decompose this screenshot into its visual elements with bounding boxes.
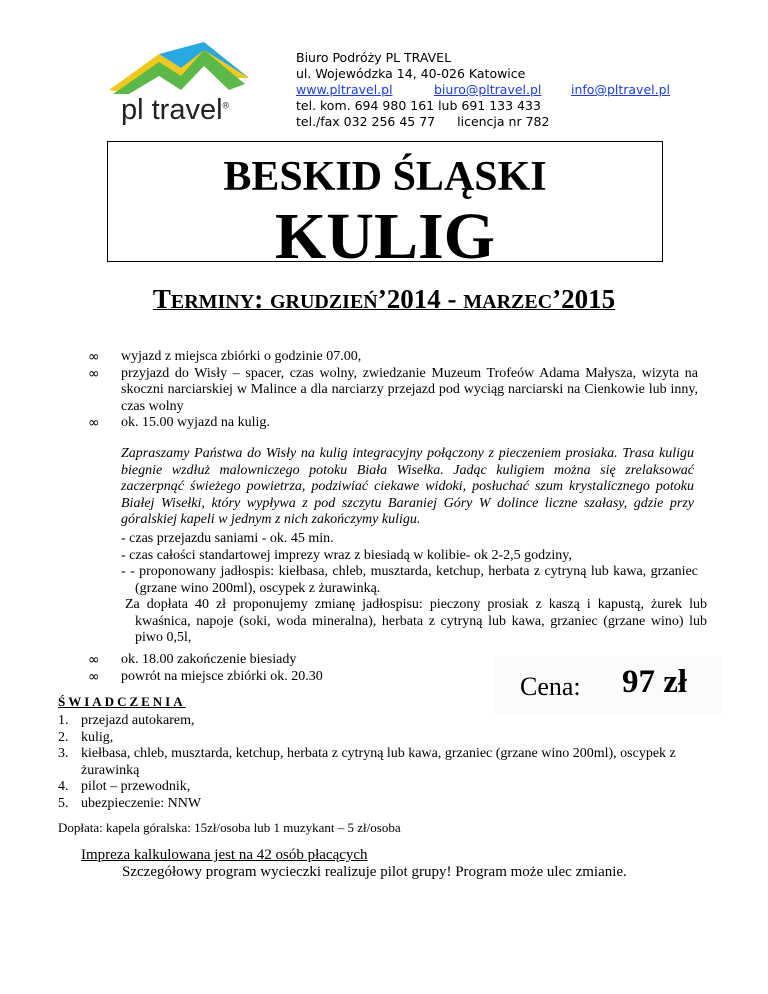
company-header [296, 50, 686, 130]
invitation-paragraph: Zapraszamy Państwa do Wisły na kulig integracyjny połączony z pieczeniem prosiaka. Trasa kuligu biegnie wzdłuż malowniczego potoku Biała Wisełka. Jadąc kuligiem można się zrelaksować zaczerpnąć świeżego powietrza, podziwiać ciekawe widoki, posłuchać szum krystalicznego potoku Białej Wisełki, który wypływa z pod szczytu Baraniej Góry W dolince liczne szałasy, gdzie przy góralskiej kapeli w jednym z nich zakończymy kuligu. [121, 446, 694, 527]
title-box [107, 141, 663, 273]
bullet-icon: ∞ [88, 349, 100, 365]
phone-numbers: tel. kom. 694 980 161 lub 691 133 433 [296, 98, 541, 113]
region-title: BESKID ŚLĄSKI [223, 154, 547, 200]
list-item: 5. ubezpieczenie: NNW [58, 795, 202, 811]
logo [107, 38, 257, 130]
list-item: ∞ powrót na miejsce zbiórki ok. 20.30 [88, 668, 323, 685]
email-biuro-link[interactable]: biuro@pltravel.pl [434, 82, 542, 97]
event-title: KULIG [274, 200, 496, 273]
schedule-end-list [88, 652, 488, 685]
list-item: ∞ ok. 18.00 zakończenie biesiady [88, 652, 297, 668]
bullet-icon: ∞ [88, 652, 100, 668]
list-item: 2. kulig, [58, 729, 114, 745]
price-amount: 97 zł [622, 664, 688, 700]
dates-heading: TERMINY: GRUDZIEŃ’2014 - MARZEC’2015 [152, 284, 616, 314]
price-label: Cena: [520, 672, 581, 701]
list-item: 3. kiełbasa, chleb, musztarda, ketchup, herbata z cytryną lub kawa, grzaniec (grzane wino 200ml), oscypek z żurawinką [58, 746, 676, 778]
details-block [121, 531, 698, 597]
detail-total-time: - czas całości standartowej imprezy wraz z biesiadą w kolibie- ok 2-2,5 godziny, [121, 547, 572, 563]
services-heading: ŚWIADCZENIA [58, 694, 186, 709]
list-item: 4. pilot – przewodnik, [58, 779, 191, 794]
logo-text: pl travel® [121, 94, 230, 126]
bullet-icon: ∞ [88, 365, 100, 382]
footer-calc: Impreza kalkulowana jest na 42 osób płacących [81, 847, 368, 863]
license-number: licencja nr 782 [457, 114, 550, 129]
schedule-list [88, 349, 698, 432]
surcharge-note: Dopłata: kapela góralska: 15zł/osoba lub 1 muzykant – 5 zł/osoba [58, 820, 401, 835]
email-info-link[interactable]: info@pltravel.pl [571, 82, 670, 97]
price-box [495, 656, 721, 714]
fax-license [296, 114, 686, 130]
menu-upgrade-paragraph: Za dopłata 40 zł proponujemy zmianę jadłospisu: pieczony prosiak z kaszą i kapustą, żurek lub kwaśnica, napoje (soki, woda mineralna), herbata z cytryną lub kawa, grzaniec (grzane wino) lub piwo 0,5l, [125, 597, 707, 645]
detail-menu: - - proponowany jadłospis: kiełbasa, chleb, musztarda, ketchup, herbata z cytryną lub kawa, grzaniec (grzane wino 200ml), oscypek z żurawinką. [121, 564, 698, 596]
fax-number: tel./fax 032 256 45 77 [296, 114, 436, 129]
detail-ride-time: - czas przejazdu saniami - ok. 45 min. [121, 531, 334, 546]
bullet-icon: ∞ [88, 668, 100, 685]
mountain-logo-icon [109, 38, 249, 94]
bullet-icon: ∞ [88, 415, 100, 431]
list-item: 1. przejazd autokarem, [58, 713, 195, 728]
contact-links [296, 82, 686, 98]
company-name: Biuro Podróży PL TRAVEL [296, 50, 452, 65]
list-item: ∞ wyjazd z miejsca zbiórki o godzinie 07.00, [88, 349, 362, 365]
website-link[interactable]: www.pltravel.pl [296, 82, 393, 97]
list-item: ∞ ok. 15.00 wyjazd na kulig. [88, 415, 270, 431]
footer-note: Szczegółowy program wycieczki realizuje pilot grupy! Program może ulec zmianie. [122, 864, 627, 880]
company-address: ul. Wojewódzka 14, 40-026 Katowice [296, 66, 526, 81]
services-list [58, 713, 678, 812]
list-item: ∞ przyjazd do Wisły – spacer, czas wolny, zwiedzanie Muzeum Trofeów Adama Małysza, wizyta na skoczni narciarskiej w Malince a dla narciarzy przejazd pod wyciąg narciarski na Cienkowie lub inny, czas wolny [88, 365, 698, 414]
